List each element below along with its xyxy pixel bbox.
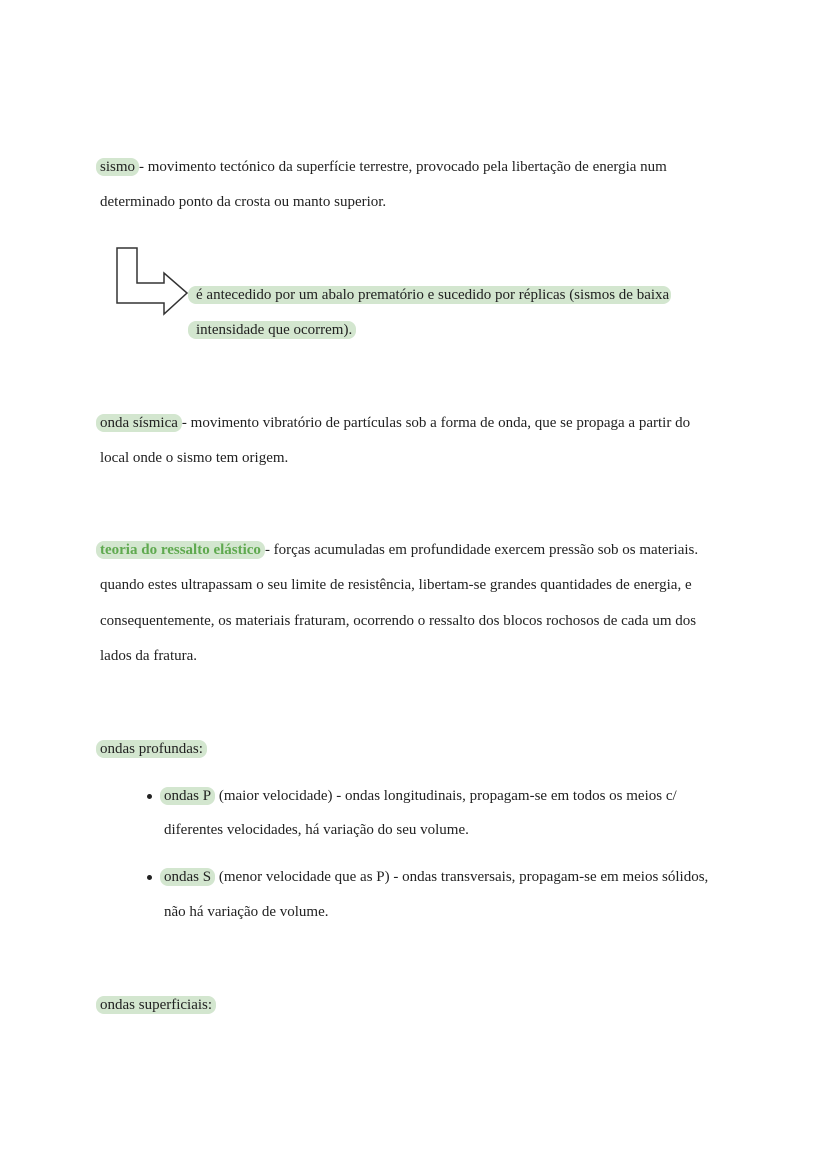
ondas-p-term: ondas P — [160, 787, 215, 805]
ondas-p-line-2: diferentes velocidades, há variação do seu volume. — [164, 822, 469, 838]
onda-sismica-line-2: local onde o sismo tem origem. — [100, 450, 289, 466]
sismo-note-line-2 — [192, 320, 356, 340]
ressalto-definition-text: - forças acumuladas em profundidade exercem pressão sob os materiais. — [264, 542, 699, 558]
ressalto-line-3: consequentemente, os materiais fraturam, ocorrendo o ressalto dos blocos rochosos de cada um dos — [100, 613, 697, 629]
ondas-s-term: ondas S — [160, 868, 215, 886]
sismo-term: sismo — [96, 158, 139, 176]
onda-sismica-definition-text: - movimento vibratório de partículas sob a forma de onda, que se propaga a partir do — [181, 415, 691, 431]
ondas-p-line-1 — [164, 786, 677, 806]
ondas-s-text: (menor velocidade que as P) - ondas transversais, propagam-se em meios sólidos, — [215, 869, 709, 885]
sismo-note-line-1 — [192, 285, 671, 305]
ondas-p-text: (maior velocidade) - ondas longitudinais, propagam-se em todos os meios c/ — [215, 788, 677, 804]
sismo-definition-line-2: determinado ponto da crosta ou manto superior. — [100, 194, 387, 210]
ondas-superficiais-heading — [100, 995, 216, 1015]
ressalto-line-4: lados da fratura. — [100, 648, 198, 664]
sismo-definition-line-1 — [100, 157, 667, 177]
sismo-definition-text: - movimento tectónico da superfície terrestre, provocado pela libertação de energia num — [139, 159, 667, 175]
ondas-s-line-1 — [164, 867, 708, 887]
sismo-note-text-1: é antecedido por um abalo prematório e sucedido por réplicas (sismos de baixa — [188, 286, 671, 304]
arrow-icon — [116, 246, 190, 318]
ondas-s-line-2: não há variação de volume. — [164, 904, 329, 920]
ondas-profundas-heading-text: ondas profundas: — [96, 740, 207, 758]
ondas-superficiais-heading-text: ondas superficiais: — [96, 996, 216, 1014]
ressalto-term: teoria do ressalto elástico — [96, 541, 265, 559]
onda-sismica-line-1 — [100, 413, 690, 433]
onda-sismica-term: onda sísmica — [96, 414, 182, 432]
ressalto-line-1 — [100, 540, 698, 560]
sismo-note-text-2: intensidade que ocorrem). — [188, 321, 356, 339]
bullet-icon — [147, 875, 152, 880]
ressalto-line-2: quando estes ultrapassam o seu limite de resistência, libertam-se grandes quantidades de energia, e — [100, 577, 692, 593]
ondas-profundas-heading — [100, 739, 207, 759]
bullet-icon — [147, 794, 152, 799]
